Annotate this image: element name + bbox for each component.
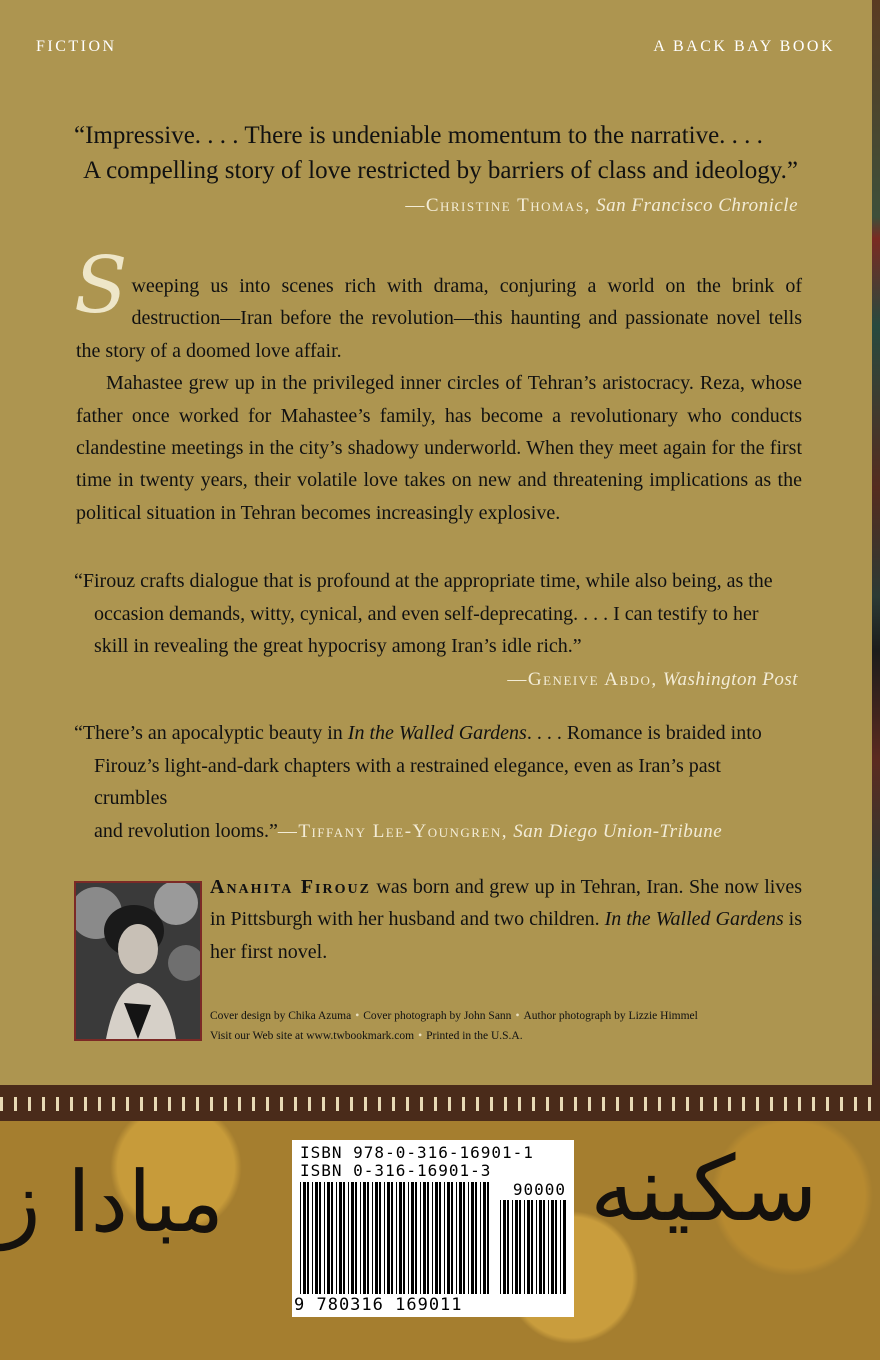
barcode-bar — [387, 1182, 390, 1294]
barcode-bar — [459, 1182, 462, 1294]
quote-line — [74, 717, 798, 750]
barcode-bar — [300, 1182, 301, 1294]
quote-attribution — [74, 188, 798, 224]
barcode-bar — [560, 1200, 561, 1294]
book-title: In the Walled Gardens — [604, 908, 784, 931]
barcode-bar — [447, 1182, 450, 1294]
author-photo — [74, 881, 202, 1041]
separator-dot-icon: • — [515, 1010, 520, 1022]
description-text: weeping us into scenes rich with drama, conjuring a world on the brink of destruction—Iran before the revolution—this haunting and passionate novel tells the story of a doomed love affair. — [76, 275, 802, 362]
calligraphy-left: مبادا ز — [0, 1153, 224, 1251]
quote-text: and revolution looms.” — [94, 819, 278, 842]
barcode-bar — [375, 1182, 378, 1294]
barcode-bar — [423, 1182, 426, 1294]
barcode-bar — [515, 1200, 518, 1294]
barcode-bar — [500, 1200, 501, 1294]
barcode-bar — [475, 1182, 477, 1294]
barcode-bar — [456, 1182, 457, 1294]
barcode-bar — [348, 1182, 349, 1294]
reviewer-name: —Christine Thomas, — [405, 195, 591, 216]
author-name: Anahita Firouz — [210, 876, 371, 898]
publication-name: San Francisco Chronicle — [596, 195, 798, 216]
barcode-bar — [463, 1182, 465, 1294]
barcode-bar — [527, 1200, 530, 1294]
barcode-bar — [319, 1182, 321, 1294]
barcode-bar — [415, 1182, 417, 1294]
credits-line — [210, 1006, 698, 1026]
addon-barcode-bars — [500, 1200, 568, 1294]
barcode-bar — [343, 1182, 345, 1294]
cover-design-credit: Cover design by Chika Azuma — [210, 1010, 352, 1022]
barcode-bar — [451, 1182, 453, 1294]
barcode-bar — [444, 1182, 445, 1294]
barcode-bar — [519, 1200, 521, 1294]
website-credit: Visit our Web site at www.twbookmark.com — [210, 1030, 415, 1042]
credits — [210, 1006, 698, 1046]
barcode-bar — [351, 1182, 354, 1294]
quote-text: “There’s an apocalyptic beauty in — [74, 722, 348, 744]
author-portrait-image — [76, 883, 200, 1039]
barcode-bar — [336, 1182, 337, 1294]
barcode-bar — [539, 1200, 542, 1294]
reviewer-name: —Tiffany Lee-Youngren, — [277, 820, 509, 842]
isbn-10: ISBN 0-316-16901-3 — [300, 1161, 492, 1180]
barcode-bar — [396, 1182, 397, 1294]
genre-label: FICTION — [36, 38, 117, 55]
barcode-bar — [524, 1200, 525, 1294]
barcode-bar — [331, 1182, 333, 1294]
barcode-bar — [360, 1182, 361, 1294]
separator-dot-icon: • — [418, 1030, 423, 1042]
barcode-bar — [355, 1182, 357, 1294]
cover-photo-credit: Cover photograph by John Sann — [363, 1010, 512, 1022]
bio-text: was born and grew up in Tehran, Iran. She now lives in Pittsburgh with her husband and two children. — [210, 876, 803, 931]
barcode-bar — [551, 1200, 554, 1294]
barcode-bar — [427, 1182, 429, 1294]
publication-name: San Diego Union-Tribune — [513, 820, 723, 842]
drop-cap: S — [74, 241, 128, 331]
description-paragraph: Mahastee grew up in the privileged inner circles of Tehran’s aristocracy. Reza, whose father once worked for Mahastee’s family, has become a revolutionary who conducts clandestine meetings in the city’s shadowy underworld. When they meet again for the first time in twenty years, their volatile love takes on new and threatening implications as the political situation in Tehran becomes increasingly explosive. — [76, 372, 802, 524]
review-quote-1 — [74, 118, 798, 224]
quote-line: A compelling story of love restricted by barriers of class and ideology.” — [83, 157, 798, 184]
barcode-bar — [471, 1182, 474, 1294]
calligraphy-right: سکینه — [590, 1137, 818, 1242]
separator-dot-icon: • — [355, 1010, 360, 1022]
ean-digits: 9 780316 169011 — [294, 1295, 463, 1315]
barcode-bar — [435, 1182, 438, 1294]
price-code: 90000 — [512, 1180, 566, 1199]
ean-barcode-bars — [300, 1182, 490, 1294]
description-paragraph — [74, 241, 802, 367]
author-photo-credit: Author photograph by Lizzie Himmel — [523, 1010, 698, 1022]
isbn-barcode — [292, 1140, 574, 1317]
review-quote-2 — [74, 565, 798, 696]
quote-line — [74, 815, 798, 849]
barcode-bar — [384, 1182, 385, 1294]
author-bio — [210, 871, 802, 968]
barcode-bar — [379, 1182, 381, 1294]
ornament-pattern — [0, 1097, 880, 1111]
barcode-bar — [439, 1182, 441, 1294]
barcode-bar — [372, 1182, 373, 1294]
barcode-bar — [303, 1182, 306, 1294]
barcode-bar — [548, 1200, 549, 1294]
barcode-bar — [531, 1200, 533, 1294]
review-quote-3 — [74, 717, 798, 848]
barcode-bar — [487, 1182, 489, 1294]
credits-line — [210, 1026, 698, 1046]
quote-text: . . . . Romance is braided into — [526, 722, 762, 744]
barcode-bar — [324, 1182, 325, 1294]
printed-in-credit: Printed in the U.S.A. — [426, 1030, 523, 1042]
barcode-bar — [307, 1182, 309, 1294]
barcode-bar — [391, 1182, 393, 1294]
barcode-bar — [367, 1182, 369, 1294]
quote-attribution — [74, 663, 798, 697]
barcode-bar — [408, 1182, 409, 1294]
bio-text: is her first novel. — [210, 908, 802, 963]
barcode-bar — [512, 1200, 513, 1294]
barcode-bar — [411, 1182, 414, 1294]
barcode-bar — [432, 1182, 433, 1294]
barcode-bar — [363, 1182, 366, 1294]
isbn-13: ISBN 978-0-316-16901-1 — [300, 1143, 534, 1162]
quote-line: “Impressive. . . . There is undeniable momentum to the narrative. . . . — [74, 122, 763, 149]
quote-line: occasion demands, witty, cynical, and even self-deprecating. . . . I can testify to her — [94, 602, 759, 625]
barcode-bar — [555, 1200, 557, 1294]
quote-line: Firouz’s light-and-dark chapters with a restrained elegance, even as Iran’s past crumbles — [94, 754, 721, 809]
barcode-bar — [420, 1182, 421, 1294]
barcode-bar — [507, 1200, 509, 1294]
barcode-bar — [468, 1182, 469, 1294]
book-description — [74, 241, 802, 529]
barcode-bar — [315, 1182, 318, 1294]
barcode-bar — [480, 1182, 481, 1294]
book-title: In the Walled Gardens — [347, 722, 527, 744]
barcode-bar — [503, 1200, 506, 1294]
quote-line: “Firouz crafts dialogue that is profound at the appropriate time, while also being, as the — [74, 570, 773, 592]
decorative-edge-strip — [872, 0, 880, 1085]
barcode-bar — [339, 1182, 342, 1294]
barcode-bar — [563, 1200, 566, 1294]
barcode-bar — [403, 1182, 405, 1294]
barcode-bar — [543, 1200, 545, 1294]
reviewer-name: —Geneive Abdo, — [507, 668, 658, 690]
quote-line: skill in revealing the great hypocrisy among Iran’s idle rich.” — [94, 635, 582, 657]
barcode-bar — [327, 1182, 330, 1294]
barcode-bar — [399, 1182, 402, 1294]
barcode-bar — [483, 1182, 486, 1294]
barcode-bar — [312, 1182, 313, 1294]
barcode-bar — [536, 1200, 537, 1294]
publisher-imprint: A BACK BAY BOOK — [653, 38, 835, 55]
publication-name: Washington Post — [662, 668, 798, 690]
